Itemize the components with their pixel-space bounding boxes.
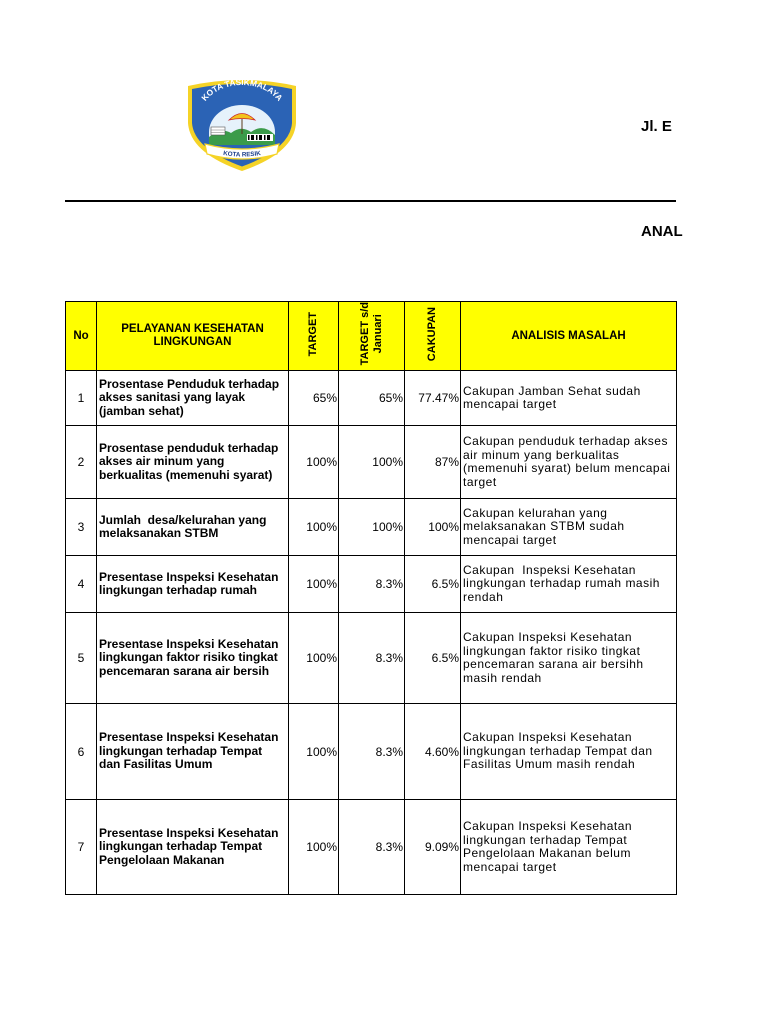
analysis-table <box>65 301 677 895</box>
target-cell: 100% <box>289 499 339 556</box>
header-target-to-date-cell <box>339 302 405 371</box>
header-service: PELAYANAN KESEHATAN LINGKUNGAN <box>97 302 289 371</box>
target-to-date-cell: 100% <box>339 426 405 499</box>
row-number: 4 <box>66 556 97 613</box>
target-cell: 65% <box>289 371 339 426</box>
header-divider <box>65 200 676 202</box>
target-to-date-cell: 100% <box>339 499 405 556</box>
service-cell: Jumlah desa/kelurahan yang melaksanakan STBM <box>97 499 289 556</box>
header-no: No <box>66 302 97 371</box>
coverage-cell: 77.47% <box>405 371 461 426</box>
header-target-cell <box>289 302 339 371</box>
coverage-cell: 4.60% <box>405 704 461 800</box>
analysis-cell: Cakupan Inspeksi Kesehatan lingkungan terhadap Tempat dan Fasilitas Umum masih rendah <box>461 704 677 800</box>
analysis-cell: Cakupan Inspeksi Kesehatan lingkungan terhadap rumah masih rendah <box>461 556 677 613</box>
service-cell: Presentase Inspeksi Kesehatan lingkungan terhadap Tempat Pengelolaan Makanan <box>97 800 289 895</box>
target-cell: 100% <box>289 426 339 499</box>
table-header-row <box>66 302 677 371</box>
row-number: 3 <box>66 499 97 556</box>
service-cell: Presentase Inspeksi Kesehatan lingkungan terhadap rumah <box>97 556 289 613</box>
target-cell: 100% <box>289 556 339 613</box>
table-row <box>66 426 677 499</box>
logo-arc-text: KOTA TASIKMALAYA <box>199 77 285 103</box>
service-cell: Prosentase penduduk terhadap akses air minum yang berkualitas (memenuhi syarat) <box>97 426 289 499</box>
header-coverage-cell <box>405 302 461 371</box>
target-to-date-cell: 8.3% <box>339 800 405 895</box>
analysis-cell: Cakupan Inspeksi Kesehatan lingkungan terhadap Tempat Pengelolaan Makanan belum mencapai target <box>461 800 677 895</box>
table-row <box>66 371 677 426</box>
table-row <box>66 499 677 556</box>
service-cell: Presentase Inspeksi Kesehatan lingkungan terhadap Tempat dan Fasilitas Umum <box>97 704 289 800</box>
analysis-cell: Cakupan kelurahan yang melaksanakan STBM sudah mencapai target <box>461 499 677 556</box>
service-cell: Presentase Inspeksi Kesehatan lingkungan faktor risiko tingkat pencemaran sarana air bersih <box>97 613 289 704</box>
header-coverage: CAKUPAN <box>426 306 438 362</box>
logo-pattern-band <box>247 134 273 141</box>
row-number: 1 <box>66 371 97 426</box>
logo-banner-text: KOTA RESIK <box>222 149 262 159</box>
city-logo <box>185 77 299 172</box>
address-line: Jl. E <box>641 118 672 135</box>
row-number: 7 <box>66 800 97 895</box>
target-to-date-cell: 8.3% <box>339 613 405 704</box>
coverage-cell: 6.5% <box>405 556 461 613</box>
row-number: 2 <box>66 426 97 499</box>
target-to-date-cell: 65% <box>339 371 405 426</box>
analysis-cell: Cakupan penduduk terhadap akses air minum yang berkualitas (memenuhi syarat) belum mencapai target <box>461 426 677 499</box>
coverage-cell: 9.09% <box>405 800 461 895</box>
row-number: 5 <box>66 613 97 704</box>
service-cell: Prosentase Penduduk terhadap akses sanitasi yang layak (jamban sehat) <box>97 371 289 426</box>
page-title: ANAL <box>641 223 683 240</box>
table-row <box>66 613 677 704</box>
table-row <box>66 800 677 895</box>
table-row <box>66 556 677 613</box>
coverage-cell: 87% <box>405 426 461 499</box>
target-cell: 100% <box>289 704 339 800</box>
header-target-to-date: TARGET s/d Januari <box>358 302 384 366</box>
logo-building <box>211 127 225 135</box>
header-target: TARGET <box>307 311 319 357</box>
target-cell: 100% <box>289 800 339 895</box>
coverage-cell: 100% <box>405 499 461 556</box>
target-cell: 100% <box>289 613 339 704</box>
analysis-cell: Cakupan Inspeksi Kesehatan lingkungan faktor risiko tingkat pencemaran sarana air bersihh masih rendah <box>461 613 677 704</box>
target-to-date-cell: 8.3% <box>339 556 405 613</box>
row-number: 6 <box>66 704 97 800</box>
header-analysis: ANALISIS MASALAH <box>461 302 677 371</box>
coverage-cell: 6.5% <box>405 613 461 704</box>
target-to-date-cell: 8.3% <box>339 704 405 800</box>
analysis-cell: Cakupan Jamban Sehat sudah mencapai target <box>461 371 677 426</box>
table-row <box>66 704 677 800</box>
